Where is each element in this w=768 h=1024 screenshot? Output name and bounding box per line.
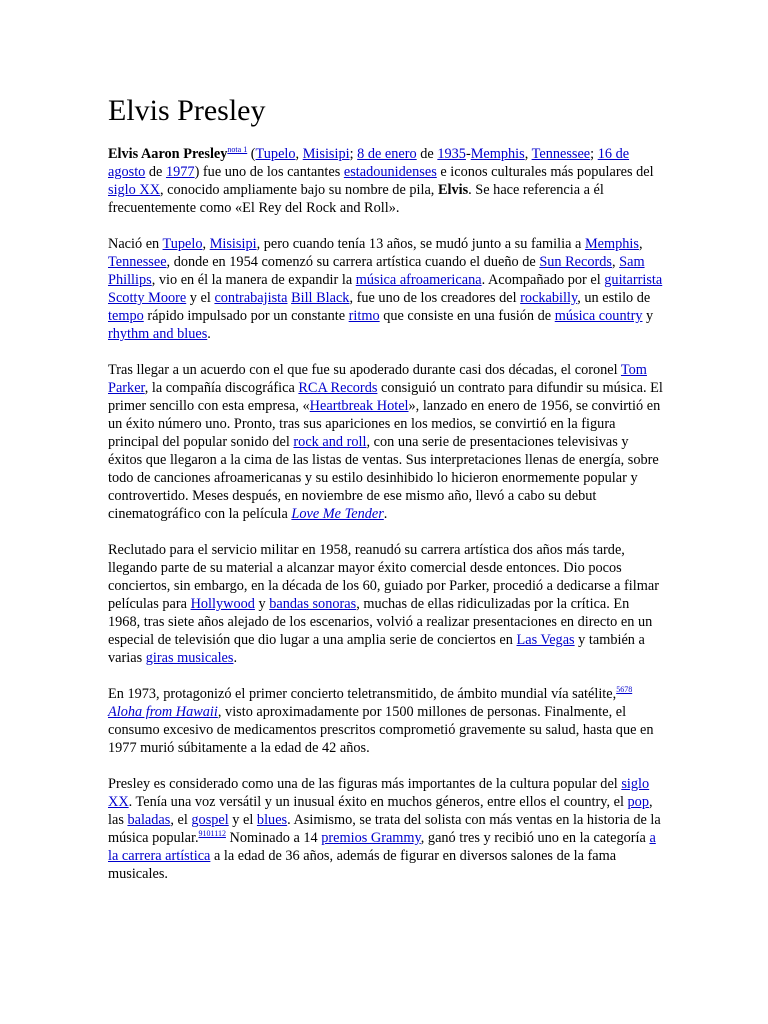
text-run: e iconos culturales más populares del bbox=[436, 164, 654, 180]
text-run: , bbox=[611, 254, 620, 270]
superscript-ref bbox=[616, 685, 632, 694]
wiki-link[interactable]: Tom Parker bbox=[108, 362, 647, 396]
superscript-ref bbox=[227, 145, 247, 154]
paragraph-2 bbox=[108, 235, 663, 343]
wiki-link[interactable]: pop bbox=[627, 794, 649, 810]
reference-link[interactable]: nota 1 bbox=[227, 145, 248, 155]
text-run: de bbox=[416, 146, 438, 162]
wiki-link[interactable]: Misisipi bbox=[209, 236, 257, 252]
text-run: de bbox=[145, 164, 166, 180]
wiki-link[interactable]: baladas bbox=[127, 812, 171, 828]
wiki-link[interactable]: Sun Records bbox=[539, 254, 612, 270]
wiki-link[interactable]: Misisipi bbox=[302, 146, 350, 162]
wiki-link[interactable]: Tupelo bbox=[255, 146, 296, 162]
reference-link[interactable]: 9101112 bbox=[198, 829, 226, 839]
text-run: y bbox=[254, 596, 270, 612]
text-run: , un estilo de bbox=[577, 290, 651, 306]
wiki-link[interactable]: Tennessee bbox=[531, 146, 591, 162]
bold-text: Elvis Aaron Presley bbox=[108, 146, 228, 162]
text-run: , bbox=[295, 146, 303, 162]
paragraph-5 bbox=[108, 685, 663, 757]
paragraph-6 bbox=[108, 775, 663, 883]
text-run: , bbox=[524, 146, 532, 162]
paragraph-4 bbox=[108, 541, 663, 667]
text-run: . bbox=[207, 326, 211, 342]
text-run: Nació en bbox=[108, 236, 163, 252]
text-run: , donde en 1954 comenzó su carrera artística cuando el dueño de bbox=[166, 254, 540, 270]
wiki-link[interactable]: rhythm and blues bbox=[108, 326, 208, 342]
text-run: . Se hace referencia a él frecuentemente como «El Rey del Rock and Roll». bbox=[108, 182, 604, 216]
wiki-link[interactable]: contrabajista bbox=[214, 290, 288, 306]
text-run: que consiste en una fusión de bbox=[379, 308, 555, 324]
page-title: Elvis Presley bbox=[108, 94, 266, 127]
wiki-link[interactable]: Memphis bbox=[584, 236, 639, 252]
text-run: Presley es considerado como una de las figuras más importantes de la cultura popular del bbox=[108, 776, 622, 792]
text-run: Tras llegar a un acuerdo con el que fue su apoderado durante casi dos décadas, el coronel bbox=[108, 362, 621, 378]
wiki-link[interactable]: Sam Phillips bbox=[108, 254, 645, 288]
text-run: ; bbox=[349, 146, 358, 162]
wiki-link[interactable]: Bill Black bbox=[291, 290, 350, 306]
text-run: , fue uno de los creadores del bbox=[349, 290, 521, 306]
text-run: », lanzado en enero de 1956, se convirtió en un éxito número uno. Pronto, tras sus apariciones en los medios, se convirtió en la figura principal del popular sonido del bbox=[108, 398, 661, 450]
wiki-link[interactable]: 16 de agosto bbox=[108, 146, 630, 180]
paragraph-3 bbox=[108, 361, 663, 523]
wiki-link[interactable]: Tennessee bbox=[108, 254, 167, 270]
text-run: consiguió un contrato para difundir su música. El primer sencillo con esta empresa, « bbox=[108, 380, 663, 414]
text-run: . bbox=[383, 506, 388, 522]
bold-text: Elvis bbox=[437, 182, 469, 198]
text-run: Reclutado para el servicio militar en 1958, reanudó su carrera artística dos años más tarde, llegando parte de su material a alcanzar mayor éxito comercial desde entonces. Dio pocos conciertos, sin embargo, en la década de los 60, guiado por Parker, procedió a dedicarse a filmar películas para bbox=[108, 542, 659, 612]
text-run: , la compañía discográfica bbox=[144, 380, 299, 396]
reference-link[interactable]: 5678 bbox=[616, 685, 633, 695]
wiki-link[interactable]: bandas sonoras bbox=[269, 596, 357, 612]
wiki-link[interactable]: RCA Records bbox=[298, 380, 378, 396]
wiki-link[interactable]: música afroamericana bbox=[355, 272, 482, 288]
text-run: , bbox=[202, 236, 210, 252]
text-run: y también a varias bbox=[108, 632, 645, 666]
text-run: , pero cuando tenía 13 años, se mudó junto a su familia a bbox=[256, 236, 585, 252]
text-run: . Acompañado por el bbox=[481, 272, 605, 288]
text-run: , bbox=[638, 236, 643, 252]
wiki-link[interactable]: premios Grammy bbox=[321, 830, 421, 846]
wiki-link[interactable]: Heartbreak Hotel bbox=[309, 398, 409, 414]
text-run: Nominado a 14 bbox=[225, 830, 322, 846]
text-run: - bbox=[465, 146, 471, 162]
text-run: ( bbox=[247, 146, 256, 162]
wiki-link[interactable]: 8 de enero bbox=[357, 146, 417, 162]
wiki-link[interactable]: gospel bbox=[191, 812, 229, 828]
text-run: . Tenía una voz versátil y un inusual éxito en muchos géneros, entre ellos el country, el bbox=[128, 794, 628, 810]
wiki-link[interactable]: Las Vegas bbox=[516, 632, 575, 648]
text-run: y el bbox=[228, 812, 257, 828]
wiki-link[interactable]: Memphis bbox=[470, 146, 525, 162]
text-run: y el bbox=[186, 290, 215, 306]
wiki-link[interactable]: guitarrista bbox=[604, 272, 663, 288]
text-run: En 1973, protagonizó el primer concierto teletransmitido, de ámbito mundial vía satélite, bbox=[108, 686, 617, 702]
text-run: , con una serie de presentaciones televisivas y éxitos que llegaron a la cima de las listas de ventas. Sus interpretaciones llenas de energía, sobre todo de canciones afroamericanas y su estilo desinhibido lo hicieron enormemente popular y controvertido. Meses después, en noviembre de ese mismo año, llevó a cabo su debut cinematográfico con la película bbox=[108, 434, 659, 522]
wiki-link[interactable]: Love Me Tender bbox=[291, 506, 384, 522]
text-run: , ganó tres y recibió uno en la categoría bbox=[420, 830, 650, 846]
text-run: , vio en él la manera de expandir la bbox=[151, 272, 356, 288]
wiki-link[interactable]: rockabilly bbox=[520, 290, 578, 306]
wiki-link[interactable]: música country bbox=[554, 308, 643, 324]
wiki-link[interactable]: giras musicales bbox=[145, 650, 234, 666]
text-run: . bbox=[233, 650, 238, 666]
text-run: , el bbox=[170, 812, 192, 828]
wiki-link[interactable]: siglo XX bbox=[108, 776, 650, 810]
wiki-link[interactable]: siglo XX bbox=[108, 182, 161, 198]
text-run: , muchas de ellas ridiculizadas por la crítica. En 1968, tras siete años alejado de los escenarios, volvió a realizar presentaciones en directo en un especial de televisión que dio lugar a una amplia serie de conciertos en bbox=[108, 596, 653, 648]
wiki-link[interactable]: Hollywood bbox=[190, 596, 255, 612]
text-run: , visto aproximadamente por 1500 millones de personas. Finalmente, el consumo excesivo de medicamentos prescritos comprometió gravemente su salud, hasta que en 1977 murió súbitamente a la edad de 42 años. bbox=[108, 704, 654, 756]
superscript-ref bbox=[199, 829, 226, 838]
paragraph-1 bbox=[108, 145, 663, 217]
wiki-link[interactable]: estadounidenses bbox=[343, 164, 437, 180]
text-run: y bbox=[642, 308, 654, 324]
text-run: , conocido ampliamente bajo su nombre de pila, bbox=[160, 182, 438, 198]
wiki-link[interactable]: Scotty Moore bbox=[108, 290, 187, 306]
text-run: ; bbox=[590, 146, 598, 162]
text-run: . Asimismo, se trata del solista con más ventas en la historia de la música popular. bbox=[108, 812, 661, 846]
wiki-link[interactable]: Aloha from Hawaii bbox=[108, 704, 218, 720]
wiki-link[interactable]: 1977 bbox=[165, 164, 195, 180]
wiki-link[interactable]: a la carrera artística bbox=[108, 830, 656, 864]
wiki-link[interactable]: ritmo bbox=[348, 308, 380, 324]
wiki-link[interactable]: 1935 bbox=[437, 146, 466, 162]
wiki-link[interactable]: rock and roll bbox=[293, 434, 367, 450]
text-run: , las bbox=[108, 794, 653, 828]
wiki-link[interactable]: blues bbox=[256, 812, 288, 828]
text-run: ) fue uno de los cantantes bbox=[194, 164, 344, 180]
text-run: rápido impulsado por un constante bbox=[143, 308, 349, 324]
article-body bbox=[108, 145, 668, 883]
text-run: a la edad de 36 años, además de figurar en diversos salones de la fama musicales. bbox=[108, 848, 617, 882]
wiki-link[interactable]: tempo bbox=[108, 308, 144, 324]
wiki-link[interactable]: Tupelo bbox=[162, 236, 203, 252]
